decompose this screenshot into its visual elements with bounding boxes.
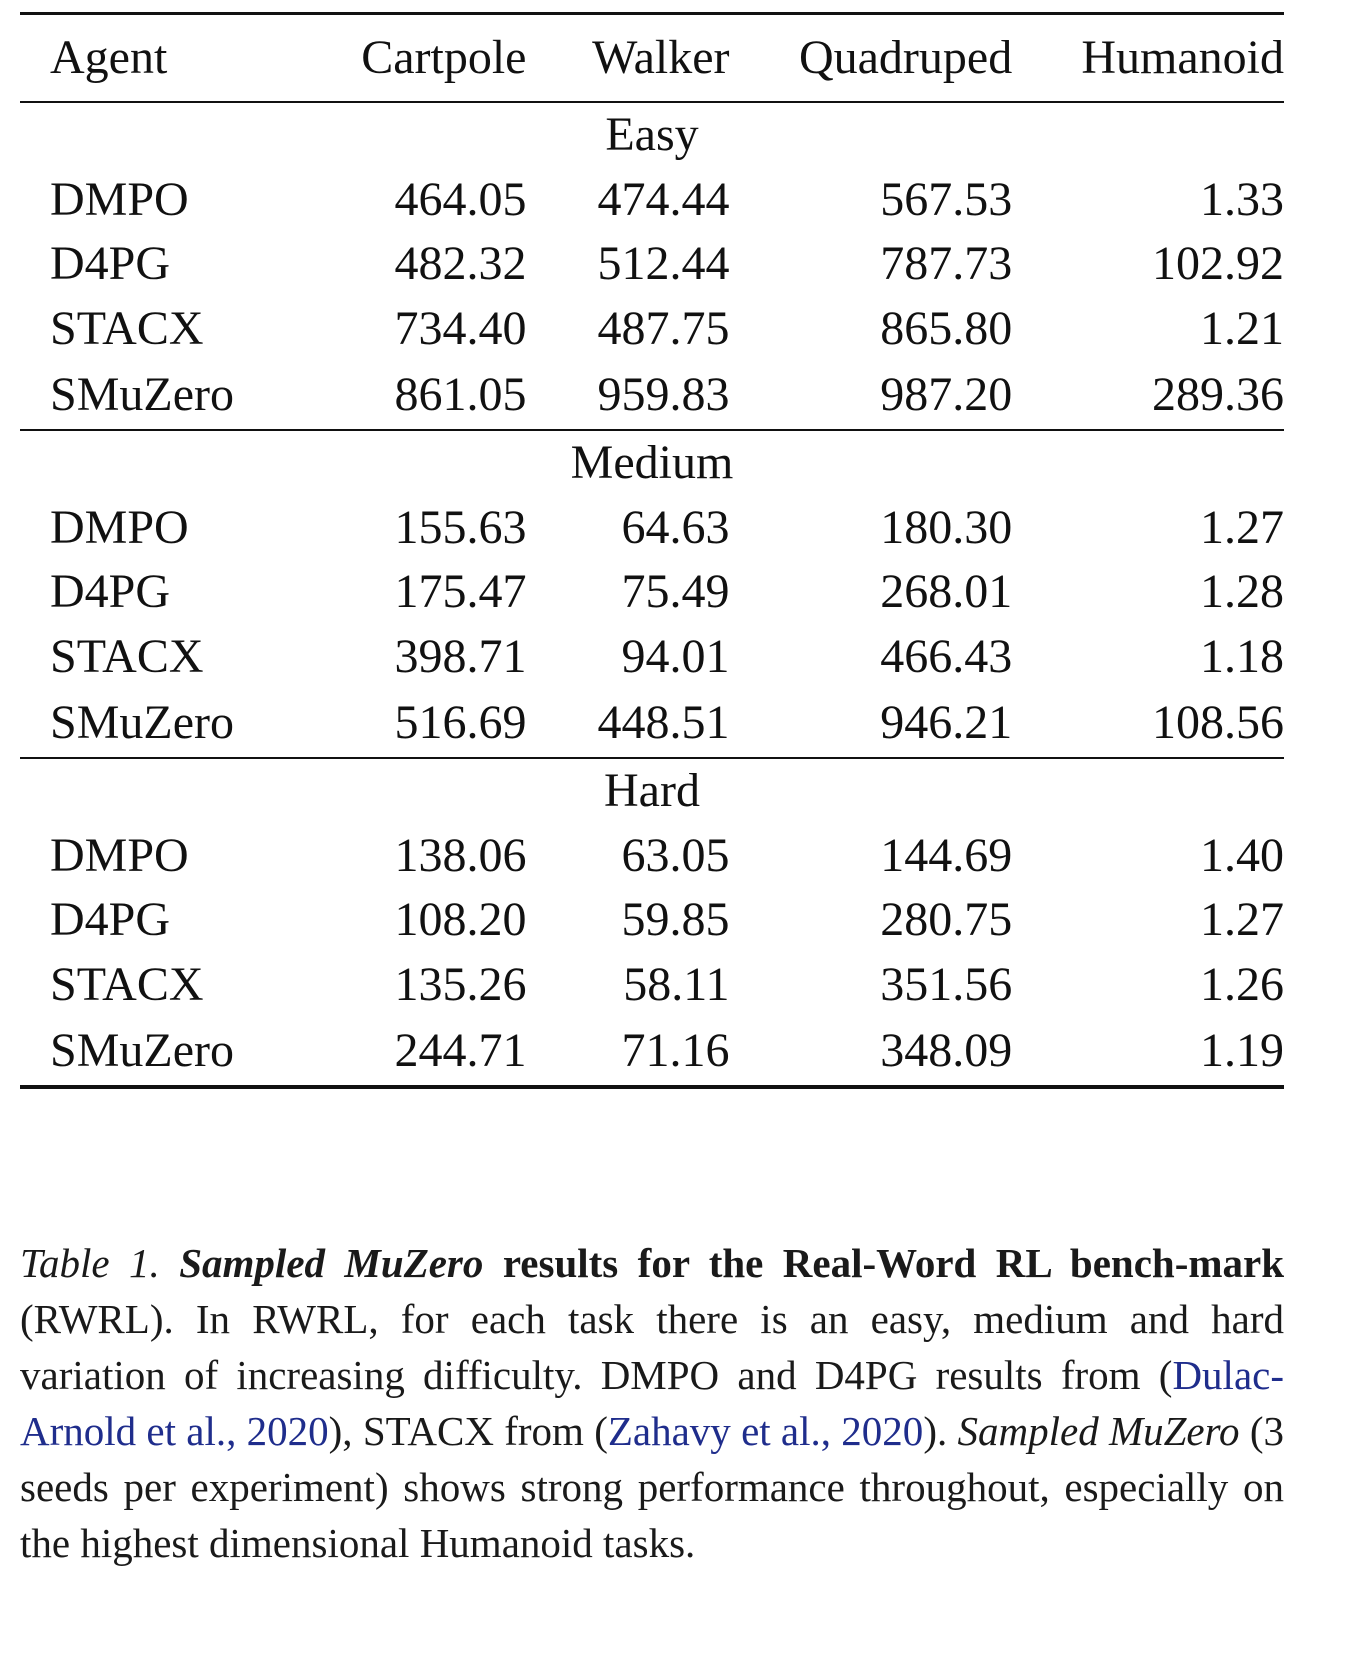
caption-text-1: (RWRL). In RWRL, for each task there is an easy, medium and hard variation of increasing difficulty. DMPO and D4PG results from ( [20,1296,1284,1398]
table-row [20,168,1284,233]
score-cell: 474.44 [597,172,730,226]
score-cell: 268.01 [880,565,1013,619]
table-body [20,102,1284,1087]
table-row [20,361,1284,430]
section-header-row [20,430,1284,496]
score-cell: 1.19 [1012,1017,1284,1087]
score-cell: 59.85 [621,893,730,947]
score-cell: 448.51 [526,689,729,758]
agent-cell: DMPO [50,172,189,226]
table-row [20,297,1284,362]
score-cell: 102.92 [1152,237,1284,291]
caption-label: Table 1. [20,1240,160,1286]
score-cell: 487.75 [597,301,730,355]
caption-text-4: (3 seeds per experiment) shows strong performance throughout, especially on the highest dimensional Humanoid tasks. [20,1408,1284,1566]
score-cell: 1.27 [1200,500,1284,554]
agent-cell: D4PG [50,237,171,291]
citation-zahavy[interactable]: Zahavy et al., 2020 [607,1408,924,1454]
table-row [20,953,1284,1018]
score-cell: 987.20 [730,361,1013,430]
table-row [20,625,1284,690]
table-row [20,496,1284,561]
score-cell: 1.33 [1200,172,1284,226]
header-cartpole: Cartpole [267,14,526,103]
table-row [20,560,1284,625]
score-cell: 482.32 [394,237,527,291]
results-table [20,12,1284,1089]
score-cell: 280.75 [880,893,1013,947]
score-cell: 946.21 [730,689,1013,758]
table-row [20,689,1284,758]
citation-dulac-arnold[interactable]: Dulac-Arnold et al., 2020 [20,1352,1284,1454]
caption-title-italic: Sampled MuZero [179,1240,484,1286]
score-cell: 466.43 [880,629,1013,683]
score-cell: 144.69 [880,828,1013,882]
score-cell: 108.20 [394,893,527,947]
agent-cell: STACX [50,301,204,355]
header-agent: Agent [20,14,267,103]
score-cell: 1.28 [1200,565,1284,619]
table-row [20,888,1284,953]
score-cell: 1.18 [1200,629,1284,683]
table-caption [20,1235,1284,1571]
score-cell: 71.16 [526,1017,729,1087]
section-header-row [20,102,1284,168]
score-cell: 567.53 [880,172,1013,226]
header-walker: Walker [526,14,729,103]
header-quadruped: Quadruped [730,14,1013,103]
agent-cell: D4PG [50,893,171,947]
score-cell: 180.30 [880,500,1013,554]
section-header-row [20,758,1284,824]
score-cell: 398.71 [394,629,527,683]
score-cell: 348.09 [730,1017,1013,1087]
score-cell: 289.36 [1012,361,1284,430]
agent-cell: STACX [50,629,204,683]
score-cell: 464.05 [394,172,527,226]
score-cell: 138.06 [394,828,527,882]
section-label: Medium [570,436,734,490]
table-row [20,824,1284,889]
score-cell: 94.01 [621,629,730,683]
header-humanoid: Humanoid [1012,14,1284,103]
caption-emphasis: Sampled MuZero [957,1408,1240,1454]
table-header-row [20,14,1284,103]
section-label: Hard [604,764,700,818]
agent-cell: D4PG [50,565,171,619]
score-cell: 108.56 [1012,689,1284,758]
table-row [20,1017,1284,1087]
score-cell: 1.40 [1200,828,1284,882]
agent-cell: SMuZero [20,689,267,758]
score-cell: 787.73 [880,237,1013,291]
section-label: Easy [605,108,699,162]
score-cell: 63.05 [621,828,730,882]
score-cell: 135.26 [394,957,527,1011]
score-cell: 516.69 [267,689,526,758]
caption-title: results for the Real-Word RL bench-mark [502,1240,1284,1286]
score-cell: 512.44 [597,237,730,291]
agent-cell: STACX [50,957,204,1011]
agent-cell: DMPO [50,500,189,554]
agent-cell: DMPO [50,828,189,882]
table-row [20,232,1284,297]
agent-cell: SMuZero [20,361,267,430]
caption-text-2: ), STACX from ( [328,1408,608,1454]
score-cell: 1.27 [1200,893,1284,947]
score-cell: 351.56 [880,957,1013,1011]
score-cell: 64.63 [621,500,730,554]
score-cell: 175.47 [394,565,527,619]
score-cell: 1.21 [1200,301,1284,355]
score-cell: 244.71 [267,1017,526,1087]
agent-cell: SMuZero [20,1017,267,1087]
score-cell: 155.63 [394,500,527,554]
score-cell: 75.49 [621,565,730,619]
score-cell: 1.26 [1200,957,1284,1011]
score-cell: 865.80 [880,301,1013,355]
score-cell: 861.05 [267,361,526,430]
score-cell: 734.40 [394,301,527,355]
caption-text-3: ). [923,1408,948,1454]
score-cell: 58.11 [623,957,730,1011]
score-cell: 959.83 [526,361,729,430]
